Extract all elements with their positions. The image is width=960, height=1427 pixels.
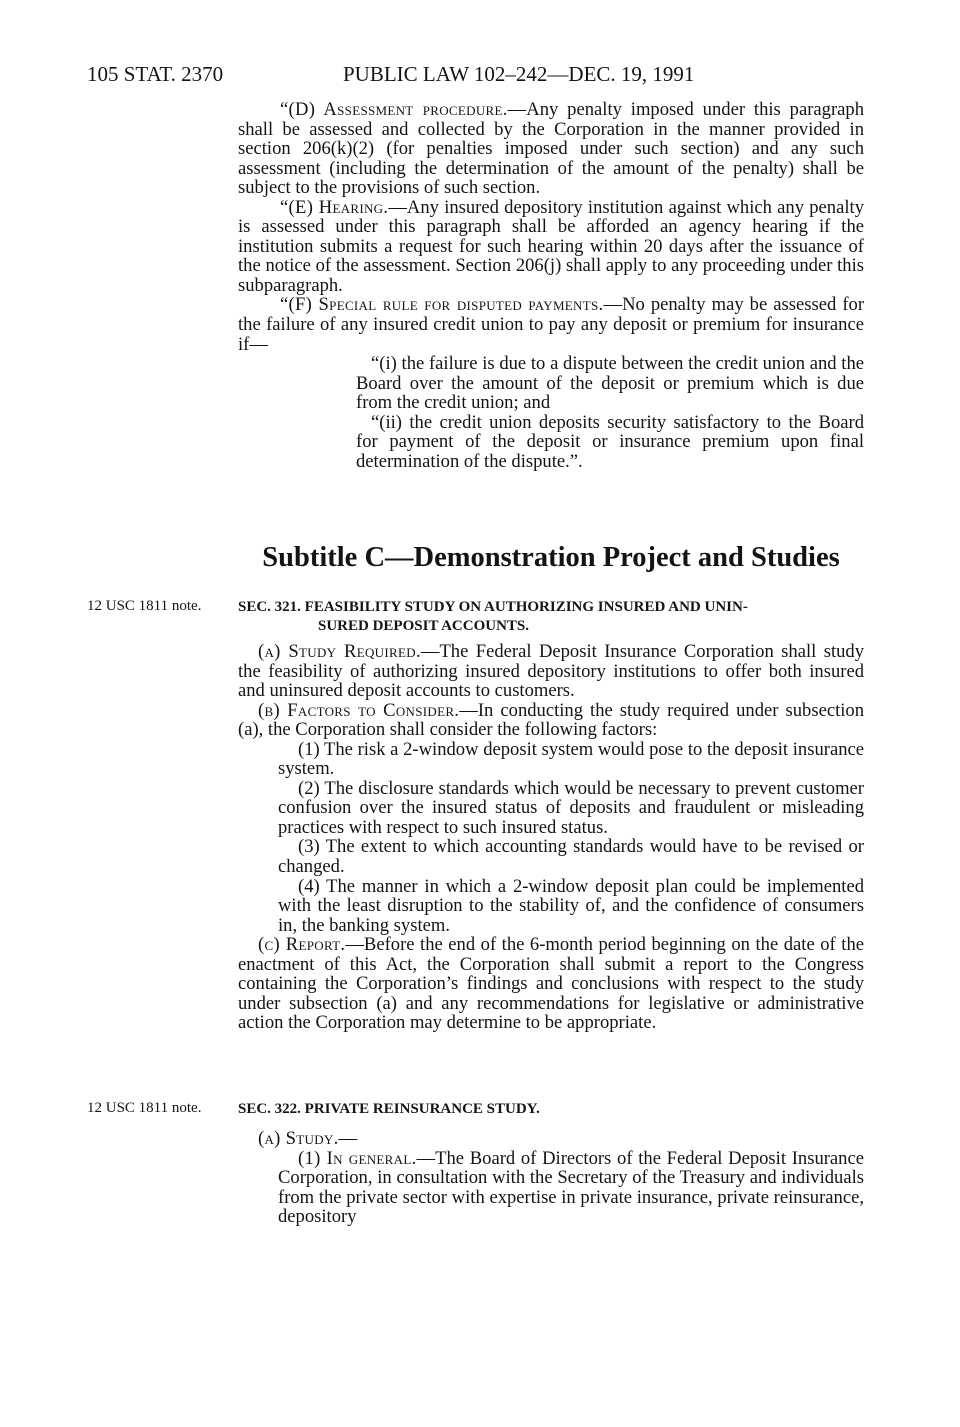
paragraph-e [238,198,864,296]
clause-ii: “(ii) the credit union deposits security satisfactory to the Board for payment of the deposit or insurance premium upon final determination of the dispute.”. [356,411,864,472]
factor-4: (4) The manner in which a 2-window deposit plan could be implemented with the least disruption to the stability of, and the confidence of consumers in, the banking system. [278,875,864,936]
subsection-321-a [238,642,864,701]
factor-3: (3) The extent to which accounting standards would have to be revised or changed. [278,836,864,878]
subsection-321-b-heading: (b) Factors to Consider. [258,699,460,721]
continued-section-text [238,100,864,471]
paragraph-d-heading: “(D) Assessment procedure. [280,99,508,120]
paragraph-f [238,295,864,354]
section-322-heading: SEC. 322. PRIVATE REINSURANCE STUDY. [238,1101,540,1117]
clause-i: “(i) the failure is due to a dispute between the credit union and the Board over the amount of the deposit or premium which is due from the credit union; and [356,353,864,414]
statute-page-number: 105 STAT. 2370 [87,62,224,86]
section-322 [238,1100,864,1227]
section-321-heading-line1: SEC. 321. FEASIBILITY STUDY ON AUTHORIZING INSURED AND UNIN- [238,599,748,615]
subsection-322-a [238,1129,864,1149]
paragraph-e-text: —Any insured depository institution against which any penalty is assessed under this paragraph shall be afforded an agency hearing if the institution submits a request for such hearing within 20 days after the issuance of the notice of the assessment. Section 206(j) shall apply to any proceeding under this subparagraph. [238,196,864,296]
section-321-heading [238,598,864,636]
paragraph-d-text: —Any penalty imposed under this paragraph shall be assessed and collected by the Corporation in the manner provided in section 206(k)(2) (for penalties imposed under such section) and any such assessment (including the determination of the amount of the penalty) shall be subject to the provisions of such section. [238,99,864,199]
margin-note-sec-322: 12 USC 1811 note. [87,1100,202,1116]
running-head [87,62,864,90]
subsection-321-c-text: —Before the end of the 6-month period beginning on the date of the enactment of this Act, the Corporation shall submit a report to the Congress containing the Corporation’s findings and conclusions with respect to the study under subsection (a) and any recommendations for legislative or administrative action the Corporation may determine to be appropriate. [238,934,864,1034]
paragraph-f-heading: “(F) Special rule for disputed payments. [280,294,604,316]
paragraph-322-a-1-text: —The Board of Directors of the Federal Deposit Insurance Corporation, in consultation with the Secretary of the Treasury and individuals from the private sector with expertise in private insurance, private reinsurance, depository [278,1147,864,1228]
paragraph-f-text: —No penalty may be assessed for the failure of any insured credit union to pay any deposit or premium for insurance if— [238,294,865,355]
subsection-321-b-text: —In conducting the study required under subsection (a), the Corporation shall consider the following factors: [238,699,864,741]
paragraph-322-a-1 [238,1149,864,1227]
subsection-321-c-heading: (c) Report. [258,934,346,956]
factor-2: (2) The disclosure standards which would be necessary to prevent customer confusion over the insured status of deposits and fraudulent or misleading practices with respect to such insured status. [278,777,864,838]
subsection-321-b [238,701,864,740]
paragraph-d [238,100,864,198]
subsection-321-c [238,935,864,1033]
subtitle-heading: Subtitle C—Demonstration Project and Studies [262,542,840,573]
paragraph-e-heading: “(E) Hearing. [280,196,389,218]
section-321-heading-line2: SURED DEPOSIT ACCOUNTS. [318,618,530,634]
subsection-321-a-text: —The Federal Deposit Insurance Corporation shall study the feasibility of authorizing insured depository institutions to offer both insured and uninsured deposit accounts to customers. [238,641,864,702]
subsection-322-a-heading: (a) Study. [258,1128,339,1149]
subsection-321-a-heading: (a) Study Required. [258,641,421,662]
margin-note-sec-321: 12 USC 1811 note. [87,598,202,614]
subsection-322-a-dash: — [338,1128,358,1149]
section-321 [238,598,864,1033]
public-law-citation: PUBLIC LAW 102–242—DEC. 19, 1991 [343,62,695,86]
factor-1: (1) The risk a 2-window deposit system would pose to the deposit insurance system. [278,738,864,780]
paragraph-322-a-1-heading: (1) In general. [298,1147,417,1169]
